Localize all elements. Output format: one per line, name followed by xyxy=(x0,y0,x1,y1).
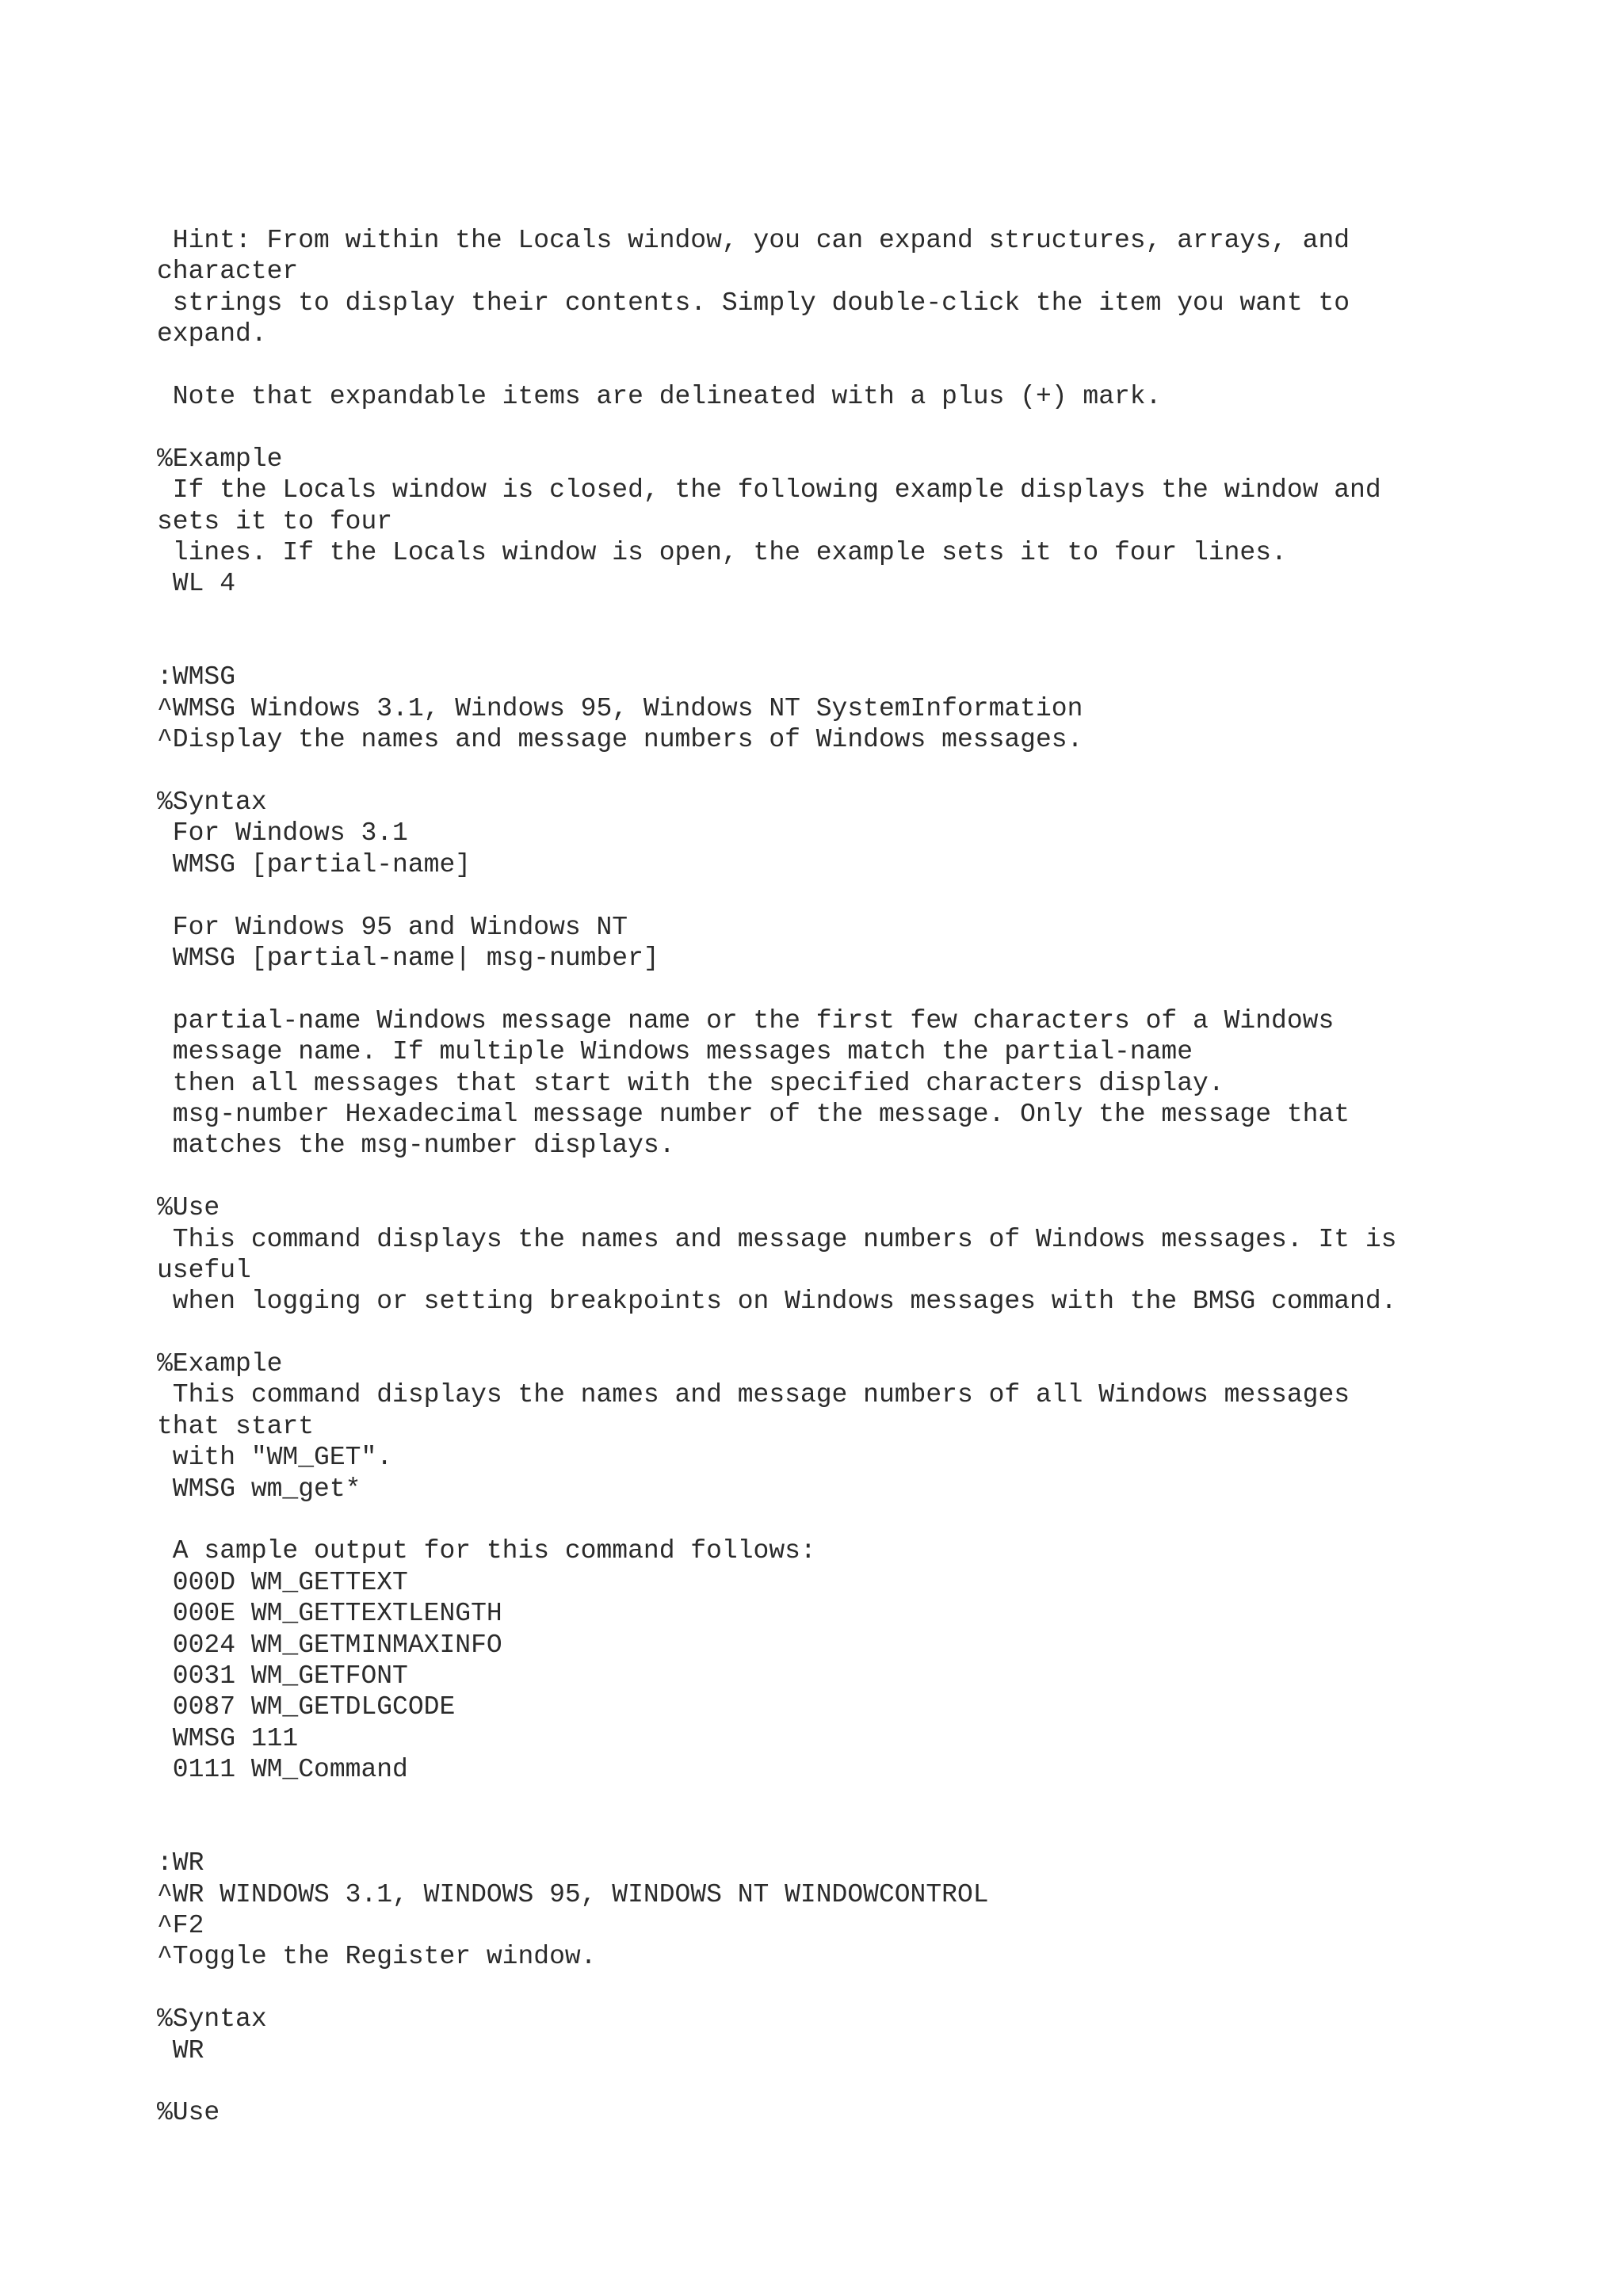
text-line: ^F2 xyxy=(157,1911,204,1941)
text-line: useful xyxy=(157,1255,251,1285)
text-line: Hint: From within the Locals window, you can expand structures, arrays, and xyxy=(157,226,1350,255)
text-line: For Windows 3.1 xyxy=(157,818,408,849)
text-line: msg-number Hexadecimal message number of the message. Only the message that xyxy=(157,1099,1350,1129)
text-line: 0024 WM_GETMINMAXINFO xyxy=(157,1630,502,1660)
text-line: %Example xyxy=(157,1349,283,1379)
text-line xyxy=(157,2066,1583,2097)
text-line: 0111 WM_Command xyxy=(157,1755,408,1785)
text-line xyxy=(157,412,1583,443)
text-line: WMSG [partial-name| msg-number] xyxy=(157,943,659,973)
text-line: This command displays the names and message numbers of all Windows messages xyxy=(157,1380,1350,1410)
text-line: then all messages that start with the specified characters display. xyxy=(157,1068,1224,1098)
text-line: matches the msg-number displays. xyxy=(157,1131,675,1161)
text-line: :WR xyxy=(157,1848,204,1878)
text-line xyxy=(157,600,1583,631)
text-line: 000D WM_GETTEXT xyxy=(157,1567,408,1597)
text-line: message name. If multiple Windows messages match the partial-name xyxy=(157,1037,1193,1067)
text-line: 000E WM_GETTEXTLENGTH xyxy=(157,1599,502,1629)
text-line: with "WM_GET". xyxy=(157,1443,393,1473)
text-line: Note that expandable items are delineated with a plus (+) mark. xyxy=(157,381,1162,411)
text-line xyxy=(157,1318,1583,1348)
text-line: partial-name Windows message name or the first few characters of a Windows xyxy=(157,1005,1335,1035)
text-line xyxy=(157,880,1583,911)
text-line xyxy=(157,1161,1583,1192)
text-line xyxy=(157,350,1583,381)
text-line: expand. xyxy=(157,319,267,349)
text-line: WL 4 xyxy=(157,569,236,599)
text-line xyxy=(157,1973,1583,2004)
text-line xyxy=(157,1505,1583,1535)
text-line: WMSG [partial-name] xyxy=(157,849,472,879)
text-line: %Use xyxy=(157,2098,220,2128)
text-line: 0031 WM_GETFONT xyxy=(157,1661,408,1691)
text-line: that start xyxy=(157,1411,315,1441)
text-line: when logging or setting breakpoints on Windows messages with the BMSG command. xyxy=(157,1287,1397,1317)
text-line: If the Locals window is closed, the following example displays the window and xyxy=(157,475,1381,505)
text-line: This command displays the names and message numbers of Windows messages. It is xyxy=(157,1224,1397,1254)
text-line: %Syntax xyxy=(157,2004,267,2035)
text-line: A sample output for this command follows: xyxy=(157,1536,816,1566)
text-line: strings to display their contents. Simply double-click the item you want to xyxy=(157,288,1350,318)
text-line: lines. If the Locals window is open, the example sets it to four lines. xyxy=(157,537,1287,567)
text-line: For Windows 95 and Windows NT xyxy=(157,912,628,942)
document-text xyxy=(157,225,1583,2129)
text-line: WR xyxy=(157,2035,204,2065)
text-line: ^Toggle the Register window. xyxy=(157,1942,597,1972)
text-line: %Example xyxy=(157,444,283,474)
text-line: :WMSG xyxy=(157,662,236,692)
text-line: character xyxy=(157,257,299,287)
text-line: WMSG wm_get* xyxy=(157,1474,361,1504)
text-line: WMSG 111 xyxy=(157,1723,299,1753)
text-line xyxy=(157,974,1583,1005)
text-line xyxy=(157,1786,1583,1817)
text-line: ^Display the names and message numbers of Windows messages. xyxy=(157,725,1083,755)
text-line: %Use xyxy=(157,1193,220,1223)
text-line: ^WMSG Windows 3.1, Windows 95, Windows NT SystemInformation xyxy=(157,693,1083,723)
text-line xyxy=(157,1817,1583,1848)
text-line: 0087 WM_GETDLGCODE xyxy=(157,1692,456,1722)
text-line xyxy=(157,756,1583,787)
text-line: sets it to four xyxy=(157,506,393,536)
text-line xyxy=(157,631,1583,662)
text-line: %Syntax xyxy=(157,788,267,818)
text-line: ^WR WINDOWS 3.1, WINDOWS 95, WINDOWS NT WINDOWCONTROL xyxy=(157,1879,989,1909)
